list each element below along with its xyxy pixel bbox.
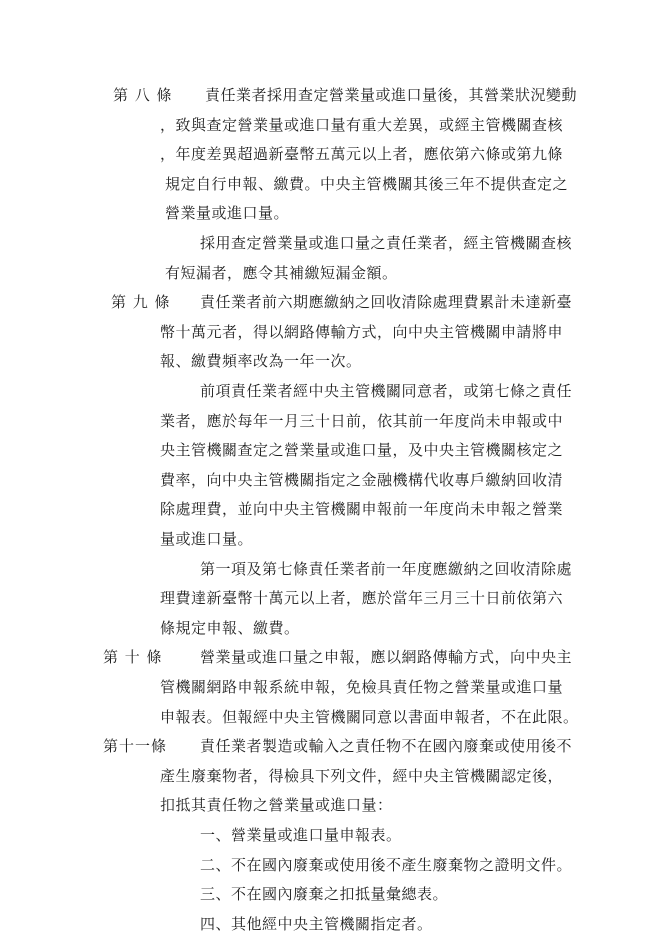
article-9-line-1: 責任業者前六期應繳納之回收清除處理費累計未達新臺 [200,293,573,312]
article-9-line-5: 業者，應於每年一月三十日前，依其前一年度尚未申報或中 [160,411,564,430]
article-8-line-7: 有短漏者，應令其補繳短漏金額。 [165,263,398,282]
article-8-line-2: ，致與查定營業量或進口量有重大差異，或經主管機關查核 [160,115,564,134]
article-9-line-7: 費率，向中央主管機關指定之金融機構代收專戶繳納回收清 [160,470,564,489]
article-9-label: 第 九 條 [111,293,171,312]
article-8-line-4: 規定自行申報、繳費。中央主管機關其後三年不提供查定之 [165,174,569,193]
article-9-line-12: 條規定申報、繳費。 [160,618,300,637]
article-11-line-1: 責任業者製造或輸入之責任物不在國內廢棄或使用後不 [200,737,573,756]
article-9-line-3: 報、繳費頻率改為一年一次。 [160,352,362,371]
article-11-label: 第十一條 [103,737,168,756]
article-8-line-1: 責任業者採用查定營業量或進口量後，其營業狀況變動 [205,86,578,104]
article-10-line-1: 營業量或進口量之申報，應以網路傳輸方式，向中央主 [200,648,573,667]
article-11-item-4: 四、其他經中央主管機關指定者。 [200,914,433,933]
article-10-line-2: 管機關網路申報系統申報，免檢具責任物之營業量或進口量 [160,678,564,696]
article-11-item-3: 三、不在國內廢棄之扣抵量彙總表。 [200,885,449,904]
article-11-item-1: 一、營業量或進口量申報表。 [200,826,402,844]
article-11-line-2: 產生廢棄物者，得檢具下列文件，經中央主管機關認定後， [160,766,564,785]
article-10-label: 第 十 條 [103,648,163,667]
article-9-line-4: 前項責任業者經中央主管機關同意者，或第七條之責任 [200,382,573,400]
article-9-line-11: 理費達新臺幣十萬元以上者，應於當年三月三十日前依第六 [160,589,564,608]
article-8-line-3: ，年度差異超過新臺幣五萬元以上者，應依第六條或第九條 [160,145,564,164]
article-9-line-10: 第一項及第七條責任業者前一年度應繳納之回收清除處 [200,559,573,578]
article-9-line-6: 央主管機關查定之營業量或進口量，及中央主管機關核定之 [160,441,564,460]
article-10-line-3: 申報表。但報經中央主管機關同意以書面申報者，不在此限。 [160,707,579,726]
article-11-item-2: 二、不在國內廢棄或使用後不產生廢棄物之證明文件。 [200,855,573,874]
article-9-line-8: 除處理費，並向中央主管機關申報前一年度尚未申報之營業 [160,500,564,519]
article-8-line-5: 營業量或進口量。 [165,204,290,223]
article-9-line-2: 幣十萬元者，得以網路傳輸方式，向中央主管機關申請將申 [160,322,564,341]
article-8-line-6: 採用查定營業量或進口量之責任業者，經主管機關查核 [200,234,573,252]
article-8-label: 第 八 條 [113,86,173,104]
article-11-line-3: 扣抵其責任物之營業量或進口量： [160,796,393,815]
article-9-line-9: 量或進口量。 [160,530,254,548]
